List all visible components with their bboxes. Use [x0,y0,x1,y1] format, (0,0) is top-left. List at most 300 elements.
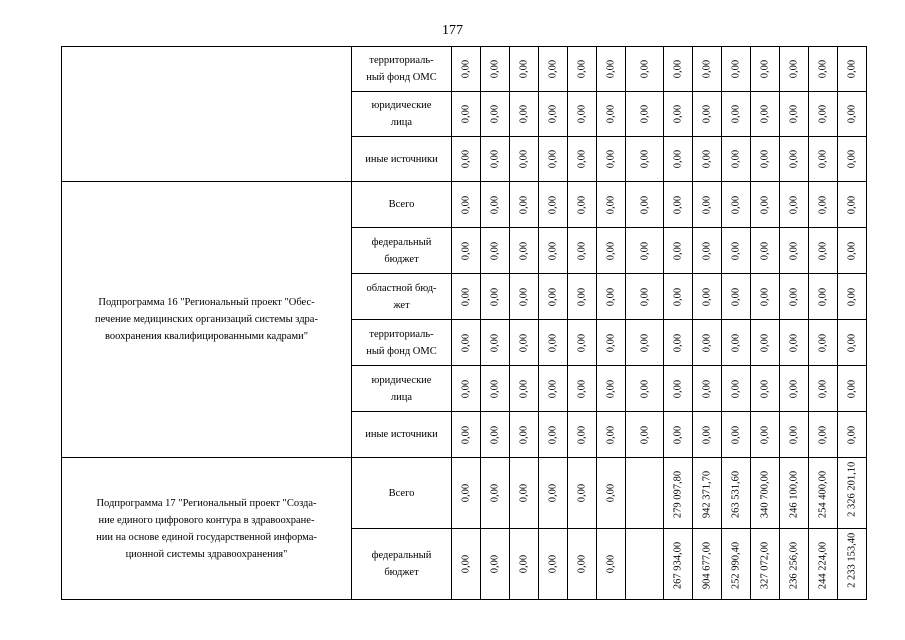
value-text: 0,00 [576,554,588,574]
value-cell [626,228,664,274]
value-text: 0,00 [518,195,530,214]
value-cell [809,137,838,182]
value-cell [510,458,539,529]
value-text: 0,00 [460,554,472,574]
value-cell [664,228,693,274]
funding-source-cell: Всего [352,458,452,529]
value-cell [626,274,664,320]
value-text: 0,00 [788,287,800,306]
value-cell [510,320,539,366]
value-cell [626,137,664,182]
value-text: 0,00 [672,425,684,444]
value-cell [751,228,780,274]
value-cell [539,529,568,600]
value-cell [722,274,751,320]
value-text: 0,00 [547,241,559,260]
value-cell [751,320,780,366]
value-text: 0,00 [605,483,617,503]
value-text: 0,00 [605,59,617,79]
value-cell [626,92,664,137]
value-cell [597,458,626,529]
value-text: 904 677,00 [701,541,713,590]
value-cell [626,47,664,92]
value-text: 0,00 [489,59,501,79]
value-text: 0,00 [639,379,650,398]
value-text: 0,00 [460,59,472,79]
value-text: 327 072,00 [759,541,771,590]
value-text: 0,00 [788,333,800,352]
value-cell [809,47,838,92]
value-cell [568,458,597,529]
funding-source-cell: федеральный бюджет [352,529,452,600]
value-text: 0,00 [788,104,800,124]
value-cell [626,412,664,458]
value-cell [838,137,867,182]
value-text: 0,00 [489,195,501,214]
funding-source-cell: юридические лица [352,366,452,412]
value-text: 0,00 [788,241,800,260]
value-cell [626,182,664,228]
value-cell [481,228,510,274]
value-cell [510,137,539,182]
value-text: 0,00 [605,554,617,574]
value-cell [481,320,510,366]
value-cell [780,47,809,92]
value-cell [751,182,780,228]
value-text: 0,00 [576,333,588,352]
value-cell [539,458,568,529]
value-text: 0,00 [460,379,472,398]
value-cell [693,412,722,458]
value-cell [809,458,838,529]
value-text: 0,00 [489,554,501,574]
value-text: 0,00 [518,59,530,79]
value-cell [568,92,597,137]
value-text: 0,00 [489,104,501,124]
value-text: 0,00 [639,287,650,306]
value-cell [481,47,510,92]
value-cell [539,92,568,137]
value-cell [722,529,751,600]
value-cell [780,458,809,529]
value-cell [838,320,867,366]
value-cell [626,529,664,600]
value-cell [597,366,626,412]
value-text: 0,00 [489,149,501,169]
value-cell [780,137,809,182]
value-text: 0,00 [759,195,771,214]
value-text: 279 097,80 [672,470,684,519]
value-text: 0,00 [672,287,684,306]
value-text: 0,00 [788,379,800,398]
value-text: 0,00 [518,333,530,352]
value-text: 0,00 [817,379,829,398]
value-text: 0,00 [788,195,800,214]
value-cell [539,274,568,320]
value-text: 0,00 [576,483,588,503]
value-text: 0,00 [576,59,588,79]
value-text: 0,00 [460,333,472,352]
program-name-cell [62,47,352,182]
value-cell [626,458,664,529]
value-cell [481,137,510,182]
value-cell [780,228,809,274]
value-text: 0,00 [605,333,617,352]
value-text: 0,00 [817,241,829,260]
value-cell [626,320,664,366]
value-cell [809,366,838,412]
value-text: 0,00 [518,379,530,398]
value-cell [568,182,597,228]
value-text: 0,00 [547,287,559,306]
value-cell [693,366,722,412]
value-cell [568,529,597,600]
value-text: 0,00 [759,59,771,79]
value-text: 0,00 [605,287,617,306]
table-row [62,458,867,529]
value-text: 0,00 [730,195,742,214]
value-text: 0,00 [639,241,650,260]
value-text: 0,00 [547,554,559,574]
value-cell [722,366,751,412]
table-body [62,47,867,600]
value-text: 0,00 [460,241,472,260]
value-text: 0,00 [788,425,800,444]
value-text: 2 326 201,10 [846,461,858,517]
value-cell [510,529,539,600]
funding-source-cell: юридические лица [352,92,452,137]
value-text: 0,00 [788,59,800,79]
value-cell [664,320,693,366]
value-text: 0,00 [639,104,650,124]
value-text: 0,00 [846,195,858,214]
value-cell [838,228,867,274]
value-cell [481,366,510,412]
table-row [62,47,867,92]
value-text: 0,00 [576,195,588,214]
value-text: 0,00 [759,241,771,260]
value-cell [664,366,693,412]
funding-source-cell: Всего [352,182,452,228]
value-text: 0,00 [576,379,588,398]
value-text: 0,00 [460,149,472,169]
value-text: 0,00 [817,425,829,444]
value-text: 0,00 [639,59,650,79]
table-row [62,182,867,228]
value-text: 0,00 [817,104,829,124]
value-text: 0,00 [817,59,829,79]
value-cell [838,458,867,529]
value-cell [838,366,867,412]
value-cell [664,458,693,529]
value-cell [510,274,539,320]
value-text: 0,00 [817,333,829,352]
value-text: 0,00 [605,241,617,260]
value-text: 0,00 [846,241,858,260]
value-text: 0,00 [639,333,650,352]
value-text: 246 100,00 [788,470,800,519]
value-text: 0,00 [605,104,617,124]
value-cell [481,458,510,529]
value-cell [568,228,597,274]
value-cell [664,47,693,92]
value-text: 0,00 [846,149,858,169]
program-name-cell: Подпрограмма 16 "Региональный проект "Обес- печение медицинских организаций системы здра- воохранения квалифицированными кадрами" [62,182,352,458]
value-cell [693,182,722,228]
value-cell [809,92,838,137]
value-text: 0,00 [817,195,829,214]
value-cell [626,366,664,412]
value-text: 0,00 [672,333,684,352]
value-text: 0,00 [460,195,472,214]
value-text: 340 700,00 [759,470,771,519]
value-cell [664,274,693,320]
value-text: 0,00 [846,379,858,398]
value-text: 0,00 [759,149,771,169]
value-text: 2 233 153,40 [846,532,858,588]
value-text: 0,00 [701,241,713,260]
value-text: 0,00 [701,425,713,444]
value-cell [693,529,722,600]
value-text: 0,00 [846,425,858,444]
value-cell [722,182,751,228]
value-cell [838,47,867,92]
value-cell [481,182,510,228]
value-cell [722,137,751,182]
value-text: 263 531,60 [730,470,742,519]
value-cell [452,92,481,137]
funding-source-cell: иные источники [352,412,452,458]
value-text: 0,00 [489,333,501,352]
value-cell [664,182,693,228]
value-cell [452,228,481,274]
value-text: 254 400,00 [817,470,829,519]
value-cell [751,458,780,529]
value-cell [751,274,780,320]
value-text: 0,00 [817,149,829,169]
value-cell [751,137,780,182]
value-cell [568,320,597,366]
value-cell [481,529,510,600]
value-text: 0,00 [788,149,800,169]
value-cell [510,412,539,458]
value-cell [722,412,751,458]
value-text: 0,00 [701,59,713,79]
value-cell [539,412,568,458]
value-text: 0,00 [489,425,501,444]
value-cell [693,92,722,137]
value-cell [597,320,626,366]
value-cell [780,412,809,458]
value-cell [452,137,481,182]
value-text: 0,00 [701,379,713,398]
value-cell [597,92,626,137]
value-text: 0,00 [672,59,684,79]
value-text: 0,00 [547,104,559,124]
program-name-cell: Подпрограмма 17 "Региональный проект "Созда- ние единого цифрового контура в здравоохране- нии на основе единой государственной информа- ционной системы здравоохранения" [62,458,352,600]
value-cell [693,228,722,274]
value-text: 0,00 [730,287,742,306]
value-cell [809,320,838,366]
value-text: 0,00 [460,483,472,503]
value-cell [568,274,597,320]
value-cell [751,412,780,458]
value-text: 0,00 [576,425,588,444]
value-text: 0,00 [759,425,771,444]
value-text: 0,00 [730,425,742,444]
value-cell [481,412,510,458]
funding-source-cell: иные источники [352,137,452,182]
value-text: 0,00 [489,241,501,260]
value-cell [539,228,568,274]
value-text: 0,00 [518,483,530,503]
value-text: 0,00 [639,149,650,169]
value-cell [539,320,568,366]
value-cell [722,47,751,92]
value-text: 942 371,70 [701,470,713,519]
value-cell [452,182,481,228]
value-text: 0,00 [605,425,617,444]
value-cell [510,92,539,137]
value-cell [780,366,809,412]
value-cell [510,182,539,228]
value-text: 0,00 [701,287,713,306]
value-text: 236 256,00 [788,541,800,590]
value-text: 0,00 [846,287,858,306]
funding-source-cell: территориаль- ный фонд ОМС [352,320,452,366]
value-cell [481,274,510,320]
value-cell [693,274,722,320]
value-cell [809,228,838,274]
value-cell [809,182,838,228]
value-cell [510,47,539,92]
value-text: 0,00 [730,104,742,124]
value-text: 0,00 [576,104,588,124]
funding-source-cell: территориаль- ный фонд ОМС [352,47,452,92]
value-cell [751,47,780,92]
value-text: 0,00 [460,287,472,306]
value-text: 0,00 [547,149,559,169]
value-text: 0,00 [846,104,858,124]
value-cell [780,182,809,228]
value-text: 0,00 [672,195,684,214]
value-text: 0,00 [759,287,771,306]
value-text: 0,00 [701,149,713,169]
value-cell [780,320,809,366]
value-cell [539,47,568,92]
value-cell [510,366,539,412]
value-cell [568,366,597,412]
value-cell [452,366,481,412]
value-cell [539,366,568,412]
value-text: 0,00 [547,483,559,503]
value-text: 0,00 [639,425,650,444]
value-text: 0,00 [518,104,530,124]
value-text: 0,00 [730,379,742,398]
value-cell [597,274,626,320]
value-text: 0,00 [759,104,771,124]
budget-table [61,46,867,600]
value-cell [722,92,751,137]
value-text: 0,00 [730,59,742,79]
value-text: 0,00 [846,59,858,79]
value-cell [452,47,481,92]
value-cell [751,529,780,600]
value-cell [693,47,722,92]
value-cell [751,366,780,412]
value-cell [452,274,481,320]
funding-source-cell: областной бюд- жет [352,274,452,320]
value-cell [809,274,838,320]
value-cell [780,92,809,137]
value-text: 0,00 [547,195,559,214]
value-text: 267 934,00 [672,541,684,590]
value-cell [693,137,722,182]
value-cell [780,274,809,320]
value-cell [664,92,693,137]
value-cell [568,47,597,92]
value-cell [751,92,780,137]
value-text: 0,00 [518,425,530,444]
value-cell [452,529,481,600]
value-text: 0,00 [518,287,530,306]
value-text: 0,00 [547,379,559,398]
value-cell [722,228,751,274]
value-cell [809,529,838,600]
value-cell [597,47,626,92]
value-text: 252 990,40 [730,541,742,590]
value-text: 0,00 [460,425,472,444]
value-cell [597,228,626,274]
value-cell [664,529,693,600]
value-cell [838,529,867,600]
value-text: 0,00 [730,149,742,169]
value-text: 0,00 [576,149,588,169]
value-cell [838,274,867,320]
value-text: 0,00 [605,379,617,398]
value-cell [838,412,867,458]
value-cell [481,92,510,137]
value-text: 0,00 [672,104,684,124]
value-text: 0,00 [730,333,742,352]
funding-source-cell: федеральный бюджет [352,228,452,274]
value-text: 244 224,00 [817,541,829,590]
value-text: 0,00 [701,195,713,214]
value-cell [664,412,693,458]
value-cell [722,458,751,529]
value-text: 0,00 [701,104,713,124]
value-cell [568,137,597,182]
value-cell [597,137,626,182]
value-text: 0,00 [489,483,501,503]
value-text: 0,00 [518,149,530,169]
value-cell [568,412,597,458]
value-text: 0,00 [817,287,829,306]
value-text: 0,00 [759,379,771,398]
value-text: 0,00 [576,287,588,306]
page-number: 177 [442,23,463,38]
value-cell [693,320,722,366]
value-cell [838,182,867,228]
value-text: 0,00 [547,425,559,444]
value-cell [510,228,539,274]
value-cell [597,412,626,458]
value-cell [838,92,867,137]
value-text: 0,00 [846,333,858,352]
value-cell [664,137,693,182]
value-text: 0,00 [639,195,650,214]
value-text: 0,00 [518,554,530,574]
